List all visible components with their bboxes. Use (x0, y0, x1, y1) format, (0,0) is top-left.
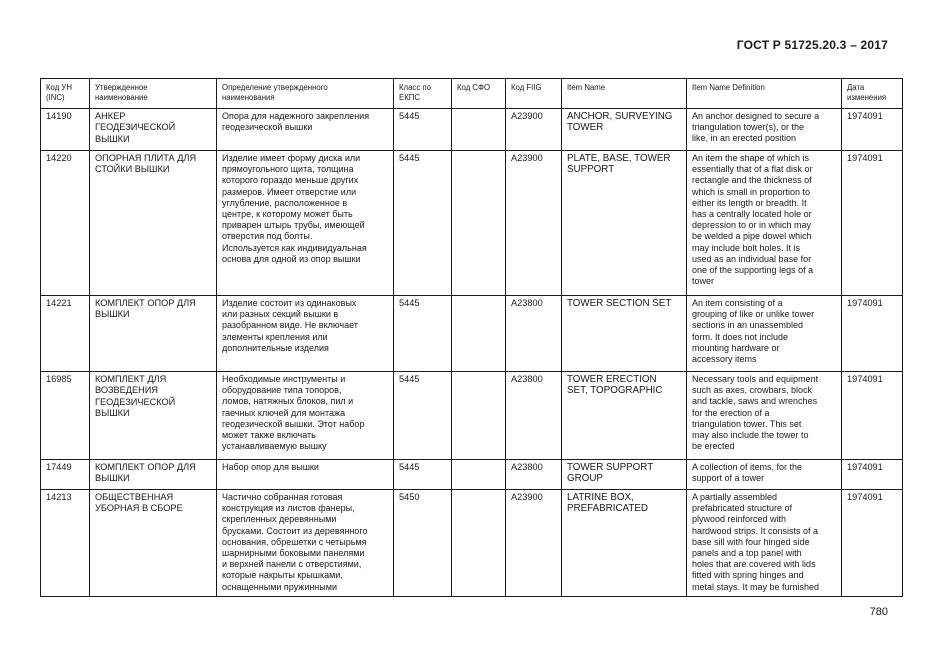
cell-fiig: A23800 (506, 460, 562, 490)
cell-item-definition: An item the shape of which is essentially that of a flat disk or rectangle and the thickness of which is small in proportion to either its length or breadth. It has a centrally located hole or depression to or in which may be welded a pipe dowel which may include bolt holes. It is used as an individual base for one of the supporting legs of a tower (687, 151, 842, 296)
column-header-date: Дата изменения (842, 79, 903, 109)
cell-fiig: A23800 (506, 372, 562, 460)
cell-date: 1974091 (842, 372, 903, 460)
column-header-ekps: Класс по ЕКПС (394, 79, 452, 109)
cell-fiig: A23900 (506, 151, 562, 296)
cell-inc: 14220 (41, 151, 90, 296)
classification-table (40, 78, 903, 597)
cell-item-definition: A partially assembled prefabricated structure of plywood reinforced with hardwood strips. It consists of a base sill with four hinged side panels and a top panel with holes that are covered with lids fitted with spring hinges and metal stays. It may be furnished (687, 490, 842, 597)
cell-item-definition: A collection of items, for the support of a tower (687, 460, 842, 490)
cell-date: 1974091 (842, 151, 903, 296)
cell-definition-ru: Необходимые инструменты и оборудование типа топоров, ломов, натяжных блоков, пил и гаечных ключей для монтажа геодезической вышки. Этот набор может также включать устанавливаемую вышку (217, 372, 394, 460)
table-row (41, 296, 903, 372)
cell-ekps: 5450 (394, 490, 452, 597)
table-row (41, 460, 903, 490)
column-header-item-name: Item Name (562, 79, 687, 109)
table-row (41, 372, 903, 460)
cell-ekps: 5445 (394, 460, 452, 490)
cell-inc: 14190 (41, 109, 90, 151)
column-header-item-definition: Item Name Definition (687, 79, 842, 109)
cell-definition-ru: Опора для надежного закрепления геодезической вышки (217, 109, 394, 151)
cell-name-ru: КОМПЛЕКТ ОПОР ДЛЯ ВЫШКИ (90, 460, 217, 490)
column-header-definition-ru: Определение утвержденного наименования (217, 79, 394, 109)
cell-fiig: A23800 (506, 296, 562, 372)
cell-sfo (452, 372, 506, 460)
cell-date: 1974091 (842, 296, 903, 372)
cell-inc: 17449 (41, 460, 90, 490)
cell-definition-ru: Частично собранная готовая конструкция из листов фанеры, скрепленных деревянными брусками. Состоит из деревянного основания, обрешетки с четырьмя шарнирными боковыми панелями и верхней панели с отверстиями, которые накрыты крышками, оснащенными пружинными (217, 490, 394, 597)
column-header-name-ru: Утвержденное наименование (90, 79, 217, 109)
cell-ekps: 5445 (394, 372, 452, 460)
cell-name-ru: КОМПЛЕКТ ДЛЯ ВОЗВЕДЕНИЯ ГЕОДЕЗИЧЕСКОЙ ВЫШКИ (90, 372, 217, 460)
cell-item-name: LATRINE BOX, PREFABRICATED (562, 490, 687, 597)
cell-date: 1974091 (842, 109, 903, 151)
table-row (41, 490, 903, 597)
cell-item-definition: An item consisting of a grouping of like or unlike tower sections in an unassembled form. It does not include mounting hardware or accessory items (687, 296, 842, 372)
cell-fiig: A23900 (506, 490, 562, 597)
cell-ekps: 5445 (394, 151, 452, 296)
table-row (41, 151, 903, 296)
cell-inc: 14213 (41, 490, 90, 597)
cell-item-definition: An anchor designed to secure a triangulation tower(s), or the like, in an erected position (687, 109, 842, 151)
cell-sfo (452, 460, 506, 490)
cell-item-name: PLATE, BASE, TOWER SUPPORT (562, 151, 687, 296)
cell-sfo (452, 490, 506, 597)
cell-item-name: TOWER ERECTION SET, TOPOGRAPHIC (562, 372, 687, 460)
cell-name-ru: АНКЕР ГЕОДЕЗИЧЕСКОЙ ВЫШКИ (90, 109, 217, 151)
document-header: ГОСТ Р 51725.20.3 – 2017 (736, 38, 888, 52)
column-header-inc: Код УН (INC) (41, 79, 90, 109)
cell-item-name: ANCHOR, SURVEYING TOWER (562, 109, 687, 151)
cell-inc: 16985 (41, 372, 90, 460)
cell-definition-ru: Изделие имеет форму диска или прямоугольного щита, толщина которого гораздо меньше других размеров. Имеет отверстие или углубление, расположенное в центре, к которому может быть приварен штырь трубы, имеющей отверстия под болты. Используется как индивидуальная основа для одной из опор вышки (217, 151, 394, 296)
cell-sfo (452, 151, 506, 296)
cell-inc: 14221 (41, 296, 90, 372)
cell-ekps: 5445 (394, 296, 452, 372)
cell-sfo (452, 296, 506, 372)
cell-ekps: 5445 (394, 109, 452, 151)
cell-item-definition: Necessary tools and equipment such as axes, crowbars, block and tackle, saws and wrenches for the erection of a triangulation tower. This set may also include the tower to be erected (687, 372, 842, 460)
cell-item-name: TOWER SECTION SET (562, 296, 687, 372)
column-header-sfo: Код СФО (452, 79, 506, 109)
cell-name-ru: КОМПЛЕКТ ОПОР ДЛЯ ВЫШКИ (90, 296, 217, 372)
cell-date: 1974091 (842, 490, 903, 597)
cell-name-ru: ОПОРНАЯ ПЛИТА ДЛЯ СТОЙКИ ВЫШКИ (90, 151, 217, 296)
cell-definition-ru: Изделие состоит из одинаковых или разных секций вышки в разобранном виде. Не включает элементы крепления или дополнительные изделия (217, 296, 394, 372)
table-header-row (41, 79, 903, 109)
cell-name-ru: ОБЩЕСТВЕННАЯ УБОРНАЯ В СБОРЕ (90, 490, 217, 597)
cell-sfo (452, 109, 506, 151)
page-number: 780 (869, 606, 888, 618)
column-header-fiig: Код FIIG (506, 79, 562, 109)
cell-fiig: A23900 (506, 109, 562, 151)
cell-definition-ru: Набор опор для вышки (217, 460, 394, 490)
cell-date: 1974091 (842, 460, 903, 490)
cell-item-name: TOWER SUPPORT GROUP (562, 460, 687, 490)
table-row (41, 109, 903, 151)
